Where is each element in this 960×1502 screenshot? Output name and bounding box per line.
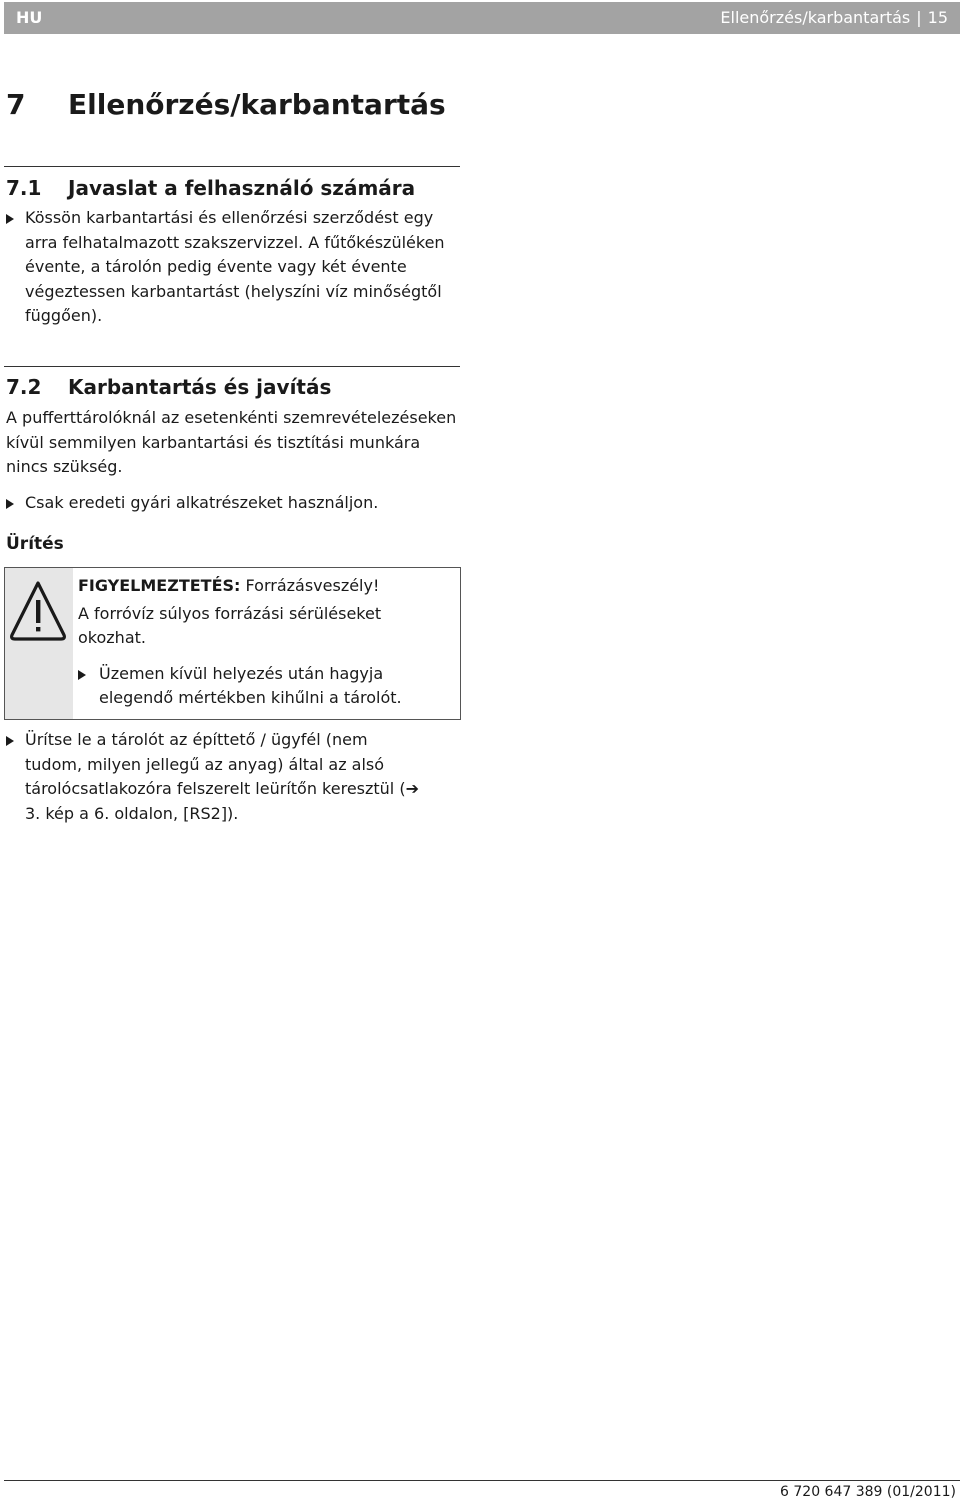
language-code: HU [16,8,43,27]
list-item [6,491,466,516]
section-title-text: Karbantartás és javítás [68,375,332,399]
page-header [4,2,960,34]
warning-box [4,567,461,720]
triangle-bullet-icon [6,214,14,224]
triangle-bullet-icon [6,499,14,509]
page-number: 15 [927,8,948,27]
list-item [6,206,466,329]
section-title-7-2 [6,375,331,399]
list-item [6,728,426,826]
warning-label: FIGYELMEZTETÉS: [78,576,241,595]
section-title-7-1 [6,176,415,200]
triangle-bullet-icon [6,736,14,746]
warning-body: A forróvíz súlyos forrázási sérüléseket okozhat. [78,603,382,648]
section-number: 7.1 [6,176,42,200]
chapter-title-text: Ellenőrzés/karbantartás [68,88,446,121]
triangle-bullet-icon [78,670,86,680]
chapter-title [6,88,446,121]
warning-title-text: Forrázásveszély! [240,576,380,595]
warning-triangle-icon [7,578,69,644]
sub-heading-emptying: Ürítés [6,534,64,554]
section-number: 7.2 [6,375,42,399]
warning-content [78,574,454,711]
header-section-page [720,8,948,27]
list-item-text: Ürítse le a tárolót az építtető / ügyfél (nem tudom, milyen jellegű az anyag) által az alsó tárolócsatlakozóra felszerelt leürítőn keresztül (➔ 3. kép a 6. oldalon, [RS2]). [25,730,419,823]
list-item-text: Csak eredeti gyári alkatrészeket használjon. [25,493,379,512]
section-divider [4,166,460,167]
header-section-title: Ellenőrzés/karbantartás [720,8,911,27]
warning-icon-panel [5,568,73,719]
header-separator: | [916,8,922,27]
warning-title [78,574,454,599]
section-divider [4,366,460,367]
list-item [78,662,454,711]
section-title-text: Javaslat a felhasználó számára [68,176,416,200]
list-item-text: Üzemen kívül helyezés után hagyja elegendő mértékben kihűlni a tárolót. [99,663,402,708]
list-item-text: Kössön karbantartási és ellenőrzési szerződést egy arra felhatalmazott szakszervizzel. A fűtőkészüléken évente, a tárolón pedig évente vagy két évente végeztessen karbantartást (helyszíni víz minőségtől függően). [25,208,445,326]
chapter-number: 7 [6,88,26,121]
paragraph: A pufferttárolóknál az esetenkénti szemrevételezéseken kívül semmilyen karbantartási és tisztítási munkára nincs szükség. [6,408,457,477]
document-code: 6 720 647 389 (01/2011) [780,1484,956,1500]
footer-divider [4,1480,960,1481]
